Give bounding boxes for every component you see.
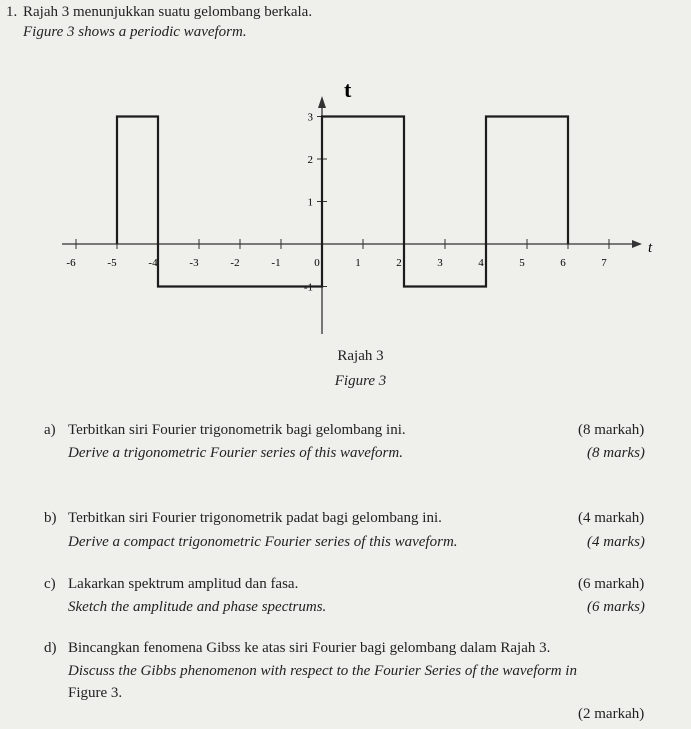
- part-a-marks-ms: (8 markah): [578, 422, 645, 438]
- part-b-marks-ms: (4 markah): [578, 510, 645, 526]
- x-tick-label: 2: [396, 257, 402, 269]
- y-axis-arrow: [318, 96, 326, 108]
- part-a-text-ms: Terbitkan siri Fourier trigonometrik bagi gelombang ini.: [68, 422, 406, 438]
- y-tick-label: 3: [307, 111, 313, 124]
- x-tick-label: -6: [66, 257, 76, 269]
- part-d-text-ms: Bincangkan fenomena Gibss ke atas siri Fourier bagi gelombang dalam Rajah 3.: [68, 640, 551, 656]
- part-d-text-en-2: Figure 3.: [68, 685, 123, 701]
- y-axis-label: t: [344, 77, 352, 102]
- waveform-line: [117, 117, 568, 287]
- x-tick-label: 3: [437, 257, 443, 269]
- x-tick-label: 1: [355, 257, 361, 269]
- question-intro-en: Figure 3 shows a periodic waveform.: [23, 24, 247, 40]
- part-c-label: c): [44, 576, 56, 592]
- x-tick-label: 7: [601, 257, 607, 269]
- figure-caption-en: Figure 3: [334, 373, 387, 389]
- part-d-marks-ms: (2 markah): [578, 706, 645, 722]
- intro-ms-text: Rajah 3 menunjukkan suatu gelombang berkala.: [23, 4, 313, 20]
- part-a-marks-en: (8 marks): [587, 445, 645, 461]
- y-tick-label: -1: [303, 281, 313, 294]
- part-b-marks-en: (4 marks): [587, 534, 645, 550]
- question-number: 1.: [6, 4, 18, 20]
- x-tick-label: -4: [148, 257, 158, 269]
- part-a-label: a): [44, 422, 56, 438]
- waveform-plot: [117, 117, 568, 287]
- figure-ticks: [66, 112, 609, 294]
- part-b-label: b): [44, 510, 57, 526]
- part-c-marks-en: (6 marks): [587, 599, 645, 615]
- part-d-text-en-1: Discuss the Gibbs phenomenon with respect to the Fourier Series of the waveform in: [68, 663, 577, 679]
- y-tick-label: 2: [307, 154, 313, 166]
- part-b-text-ms: Terbitkan siri Fourier trigonometrik padat bagi gelombang ini.: [68, 510, 442, 526]
- waveform-figure: [0, 0, 691, 345]
- x-tick-label: -3: [189, 257, 199, 269]
- x-tick-label: -2: [230, 257, 240, 269]
- x-axis-label: t: [648, 240, 653, 256]
- part-c-text-ms: Lakarkan spektrum amplitud dan fasa.: [68, 576, 299, 592]
- x-tick-label: -1: [271, 257, 281, 269]
- part-d-label: d): [44, 640, 57, 656]
- x-tick-label: 0: [314, 257, 320, 269]
- x-tick-label: 5: [519, 257, 525, 269]
- figure-caption-ms: Rajah 3: [337, 348, 384, 364]
- x-tick-label: -5: [107, 257, 117, 269]
- part-b-text-en: Derive a compact trigonometric Fourier series of this waveform.: [68, 534, 458, 550]
- x-tick-label: 4: [478, 257, 484, 269]
- part-c-marks-ms: (6 markah): [578, 576, 645, 592]
- x-axis-arrow: [632, 240, 642, 248]
- figure-axes: [62, 96, 642, 334]
- x-tick-label: 6: [560, 257, 566, 269]
- y-tick-label: 1: [307, 196, 313, 209]
- part-c-text-en: Sketch the amplitude and phase spectrums.: [68, 599, 327, 615]
- part-a-text-en: Derive a trigonometric Fourier series of this waveform.: [68, 445, 403, 461]
